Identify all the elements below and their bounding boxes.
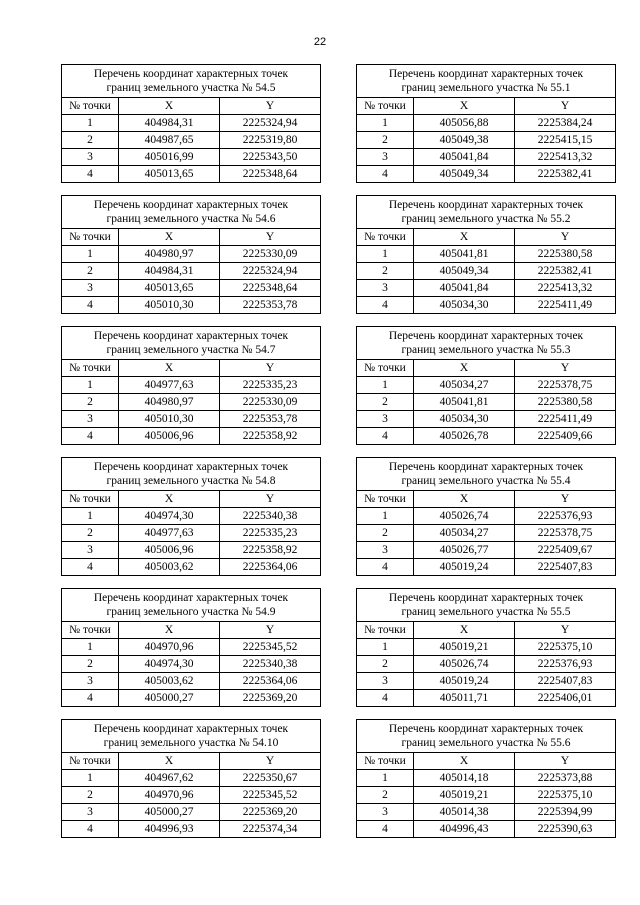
table-row: [357, 246, 616, 263]
header-x: X: [414, 98, 515, 115]
y-cell: 2225413,32: [515, 149, 616, 166]
header-x: X: [414, 491, 515, 508]
header-row: [62, 360, 321, 377]
y-cell: 2225384,24: [515, 115, 616, 132]
table-row: [62, 132, 321, 149]
y-cell: 2225340,38: [220, 656, 321, 673]
table-title-line1: Перечень координат характерных точек: [93, 199, 289, 211]
table-row: [62, 804, 321, 821]
table-title-line2: границ земельного участка № 55.2: [401, 213, 571, 225]
x-cell: 405049,34: [414, 166, 515, 183]
point-number-cell: 2: [357, 787, 414, 804]
table-title: [62, 589, 321, 622]
header-y: Y: [515, 622, 616, 639]
x-cell: 405006,96: [119, 542, 220, 559]
y-cell: 2225380,58: [515, 394, 616, 411]
table-row: [62, 428, 321, 445]
table-title-line2: границ земельного участка № 54.7: [106, 344, 276, 356]
header-x: X: [414, 753, 515, 770]
table-title-line2: границ земельного участка № 54.5: [106, 82, 276, 94]
y-cell: 2225350,67: [220, 770, 321, 787]
header-num: № точки: [62, 229, 119, 246]
coordinate-table: [61, 326, 321, 445]
x-cell: 405026,77: [414, 542, 515, 559]
table-title-line2: границ земельного участка № 54.8: [106, 475, 276, 487]
header-num: № точки: [62, 622, 119, 639]
table-title-line2: границ земельного участка № 54.10: [103, 737, 279, 749]
x-cell: 405000,27: [119, 804, 220, 821]
y-cell: 2225407,83: [515, 559, 616, 576]
y-cell: 2225348,64: [220, 280, 321, 297]
header-row: [62, 622, 321, 639]
y-cell: 2225364,06: [220, 559, 321, 576]
table-row: [357, 508, 616, 525]
point-number-cell: 2: [62, 394, 119, 411]
header-row: [62, 491, 321, 508]
point-number-cell: 4: [62, 690, 119, 707]
table-title-line1: Перечень координат характерных точек: [93, 592, 289, 604]
table-title-line1: Перечень координат характерных точек: [93, 723, 289, 735]
table-title: [62, 327, 321, 360]
y-cell: 2225340,38: [220, 508, 321, 525]
y-cell: 2225415,15: [515, 132, 616, 149]
x-cell: 405041,81: [414, 246, 515, 263]
x-cell: 405019,21: [414, 787, 515, 804]
y-cell: 2225353,78: [220, 411, 321, 428]
point-number-cell: 2: [62, 656, 119, 673]
x-cell: 405019,24: [414, 673, 515, 690]
y-cell: 2225319,80: [220, 132, 321, 149]
coordinate-table: [356, 457, 616, 576]
y-cell: 2225324,94: [220, 115, 321, 132]
point-number-cell: 4: [357, 559, 414, 576]
left-column: [61, 64, 320, 850]
x-cell: 404980,97: [119, 394, 220, 411]
x-cell: 405014,18: [414, 770, 515, 787]
header-row: [357, 229, 616, 246]
point-number-cell: 3: [62, 411, 119, 428]
point-number-cell: 4: [357, 166, 414, 183]
point-number-cell: 3: [357, 411, 414, 428]
point-number-cell: 4: [357, 428, 414, 445]
header-row: [357, 622, 616, 639]
table-row: [357, 263, 616, 280]
x-cell: 405013,65: [119, 280, 220, 297]
header-x: X: [119, 622, 220, 639]
point-number-cell: 4: [357, 821, 414, 838]
table-row: [357, 525, 616, 542]
point-number-cell: 3: [62, 804, 119, 821]
table-title-line1: Перечень координат характерных точек: [388, 592, 584, 604]
table-row: [357, 821, 616, 838]
coordinate-table: [61, 195, 321, 314]
header-y: Y: [515, 753, 616, 770]
point-number-cell: 1: [62, 246, 119, 263]
table-title-line2: границ земельного участка № 55.6: [401, 737, 571, 749]
table-row: [357, 690, 616, 707]
x-cell: 404996,43: [414, 821, 515, 838]
table-row: [62, 411, 321, 428]
header-y: Y: [220, 753, 321, 770]
table-title-line1: Перечень координат характерных точек: [388, 330, 584, 342]
point-number-cell: 1: [62, 508, 119, 525]
header-num: № точки: [357, 360, 414, 377]
right-column: [356, 64, 615, 850]
header-x: X: [119, 491, 220, 508]
y-cell: 2225330,09: [220, 394, 321, 411]
y-cell: 2225364,06: [220, 673, 321, 690]
x-cell: 404970,96: [119, 639, 220, 656]
y-cell: 2225358,92: [220, 542, 321, 559]
y-cell: 2225411,49: [515, 411, 616, 428]
x-cell: 404974,30: [119, 656, 220, 673]
x-cell: 404984,31: [119, 263, 220, 280]
point-number-cell: 4: [357, 690, 414, 707]
point-number-cell: 4: [357, 297, 414, 314]
x-cell: 404967,62: [119, 770, 220, 787]
point-number-cell: 3: [357, 280, 414, 297]
point-number-cell: 2: [357, 525, 414, 542]
x-cell: 405000,27: [119, 690, 220, 707]
table-row: [62, 525, 321, 542]
y-cell: 2225345,52: [220, 639, 321, 656]
point-number-cell: 2: [62, 787, 119, 804]
point-number-cell: 3: [357, 149, 414, 166]
table-row: [357, 673, 616, 690]
point-number-cell: 1: [357, 377, 414, 394]
coordinate-table: [356, 64, 616, 183]
y-cell: 2225378,75: [515, 525, 616, 542]
table-row: [62, 821, 321, 838]
header-x: X: [119, 360, 220, 377]
table-row: [62, 280, 321, 297]
table-title-line1: Перечень координат характерных точек: [388, 68, 584, 80]
header-row: [62, 229, 321, 246]
y-cell: 2225406,01: [515, 690, 616, 707]
x-cell: 405034,27: [414, 377, 515, 394]
table-title: [62, 458, 321, 491]
header-num: № точки: [62, 491, 119, 508]
table-row: [357, 377, 616, 394]
point-number-cell: 2: [357, 263, 414, 280]
x-cell: 405034,30: [414, 297, 515, 314]
header-x: X: [119, 753, 220, 770]
coordinate-table: [356, 195, 616, 314]
x-cell: 405041,81: [414, 394, 515, 411]
table-row: [62, 559, 321, 576]
table-title: [357, 196, 616, 229]
x-cell: 405003,62: [119, 559, 220, 576]
table-row: [62, 166, 321, 183]
table-title-line2: границ земельного участка № 55.1: [401, 82, 571, 94]
y-cell: 2225409,66: [515, 428, 616, 445]
y-cell: 2225382,41: [515, 263, 616, 280]
y-cell: 2225394,99: [515, 804, 616, 821]
header-row: [357, 753, 616, 770]
table-row: [357, 428, 616, 445]
table-row: [62, 690, 321, 707]
point-number-cell: 4: [62, 297, 119, 314]
x-cell: 405011,71: [414, 690, 515, 707]
x-cell: 405041,84: [414, 149, 515, 166]
table-row: [62, 542, 321, 559]
point-number-cell: 3: [62, 542, 119, 559]
point-number-cell: 1: [62, 377, 119, 394]
table-title: [357, 589, 616, 622]
point-number-cell: 2: [62, 263, 119, 280]
x-cell: 404974,30: [119, 508, 220, 525]
point-number-cell: 1: [357, 639, 414, 656]
point-number-cell: 1: [357, 508, 414, 525]
point-number-cell: 3: [357, 673, 414, 690]
table-row: [62, 115, 321, 132]
x-cell: 405041,84: [414, 280, 515, 297]
table-row: [357, 804, 616, 821]
table-row: [357, 297, 616, 314]
x-cell: 405010,30: [119, 411, 220, 428]
table-row: [62, 149, 321, 166]
header-x: X: [414, 229, 515, 246]
table-row: [357, 559, 616, 576]
x-cell: 405010,30: [119, 297, 220, 314]
coordinate-table: [61, 457, 321, 576]
point-number-cell: 1: [62, 639, 119, 656]
x-cell: 404977,63: [119, 525, 220, 542]
header-x: X: [414, 360, 515, 377]
y-cell: 2225343,50: [220, 149, 321, 166]
table-row: [357, 166, 616, 183]
header-row: [62, 753, 321, 770]
x-cell: 405049,38: [414, 132, 515, 149]
y-cell: 2225380,58: [515, 246, 616, 263]
table-row: [62, 639, 321, 656]
y-cell: 2225330,09: [220, 246, 321, 263]
y-cell: 2225376,93: [515, 508, 616, 525]
x-cell: 405013,65: [119, 166, 220, 183]
table-title-line1: Перечень координат характерных точек: [388, 461, 584, 473]
header-row: [62, 98, 321, 115]
y-cell: 2225348,64: [220, 166, 321, 183]
header-num: № точки: [62, 753, 119, 770]
y-cell: 2225345,52: [220, 787, 321, 804]
page-number: 22: [313, 36, 327, 48]
table-title-line2: границ земельного участка № 55.4: [401, 475, 571, 487]
table-title: [62, 196, 321, 229]
point-number-cell: 2: [357, 394, 414, 411]
y-cell: 2225411,49: [515, 297, 616, 314]
header-num: № точки: [357, 491, 414, 508]
header-num: № точки: [357, 229, 414, 246]
x-cell: 404970,96: [119, 787, 220, 804]
table-row: [62, 246, 321, 263]
point-number-cell: 2: [62, 132, 119, 149]
header-y: Y: [220, 98, 321, 115]
table-row: [62, 787, 321, 804]
y-cell: 2225335,23: [220, 377, 321, 394]
x-cell: 405034,30: [414, 411, 515, 428]
table-title-line1: Перечень координат характерных точек: [388, 723, 584, 735]
table-title-line2: границ земельного участка № 55.3: [401, 344, 571, 356]
point-number-cell: 1: [357, 246, 414, 263]
table-row: [357, 411, 616, 428]
header-y: Y: [515, 98, 616, 115]
table-row: [357, 656, 616, 673]
y-cell: 2225375,10: [515, 639, 616, 656]
table-title: [357, 720, 616, 753]
point-number-cell: 2: [357, 132, 414, 149]
x-cell: 405026,74: [414, 656, 515, 673]
point-number-cell: 1: [357, 115, 414, 132]
table-row: [62, 263, 321, 280]
table-title-line2: границ земельного участка № 54.6: [106, 213, 276, 225]
table-title: [357, 327, 616, 360]
header-num: № точки: [62, 360, 119, 377]
y-cell: 2225353,78: [220, 297, 321, 314]
coordinate-table: [61, 64, 321, 183]
point-number-cell: 4: [62, 559, 119, 576]
y-cell: 2225413,32: [515, 280, 616, 297]
table-row: [62, 377, 321, 394]
table-row: [357, 787, 616, 804]
table-title-line1: Перечень координат характерных точек: [93, 330, 289, 342]
header-x: X: [414, 622, 515, 639]
table-row: [357, 542, 616, 559]
point-number-cell: 1: [62, 770, 119, 787]
y-cell: 2225335,23: [220, 525, 321, 542]
header-num: № точки: [357, 622, 414, 639]
header-row: [357, 491, 616, 508]
y-cell: 2225375,10: [515, 787, 616, 804]
table-row: [357, 394, 616, 411]
point-number-cell: 4: [62, 166, 119, 183]
point-number-cell: 3: [62, 149, 119, 166]
coordinate-table: [61, 719, 321, 838]
y-cell: 2225373,88: [515, 770, 616, 787]
y-cell: 2225409,67: [515, 542, 616, 559]
y-cell: 2225376,93: [515, 656, 616, 673]
table-title-line1: Перечень координат характерных точек: [93, 461, 289, 473]
header-y: Y: [515, 360, 616, 377]
table-row: [62, 394, 321, 411]
point-number-cell: 2: [62, 525, 119, 542]
y-cell: 2225369,20: [220, 804, 321, 821]
header-num: № точки: [62, 98, 119, 115]
point-number-cell: 4: [62, 821, 119, 838]
x-cell: 404977,63: [119, 377, 220, 394]
x-cell: 405026,78: [414, 428, 515, 445]
header-y: Y: [220, 360, 321, 377]
x-cell: 405003,62: [119, 673, 220, 690]
point-number-cell: 1: [357, 770, 414, 787]
point-number-cell: 3: [62, 673, 119, 690]
y-cell: 2225374,34: [220, 821, 321, 838]
x-cell: 405014,38: [414, 804, 515, 821]
header-row: [357, 98, 616, 115]
x-cell: 404980,97: [119, 246, 220, 263]
y-cell: 2225407,83: [515, 673, 616, 690]
point-number-cell: 1: [62, 115, 119, 132]
y-cell: 2225324,94: [220, 263, 321, 280]
x-cell: 404984,31: [119, 115, 220, 132]
table-title: [357, 458, 616, 491]
y-cell: 2225378,75: [515, 377, 616, 394]
point-number-cell: 4: [62, 428, 119, 445]
header-y: Y: [515, 229, 616, 246]
coordinate-table: [356, 719, 616, 838]
table-title: [62, 65, 321, 98]
table-title: [62, 720, 321, 753]
y-cell: 2225382,41: [515, 166, 616, 183]
header-y: Y: [220, 229, 321, 246]
x-cell: 405026,74: [414, 508, 515, 525]
coordinate-table: [356, 588, 616, 707]
table-row: [357, 639, 616, 656]
x-cell: 405034,27: [414, 525, 515, 542]
header-y: Y: [220, 622, 321, 639]
y-cell: 2225358,92: [220, 428, 321, 445]
table-row: [62, 673, 321, 690]
table-title-line1: Перечень координат характерных точек: [388, 199, 584, 211]
x-cell: 404996,93: [119, 821, 220, 838]
coordinate-table: [61, 588, 321, 707]
table-row: [357, 115, 616, 132]
table-row: [62, 508, 321, 525]
table-title-line2: границ земельного участка № 54.9: [106, 606, 276, 618]
table-title-line2: границ земельного участка № 55.5: [401, 606, 571, 618]
table-title-line1: Перечень координат характерных точек: [93, 68, 289, 80]
table-row: [357, 770, 616, 787]
table-row: [62, 770, 321, 787]
y-cell: 2225369,20: [220, 690, 321, 707]
header-y: Y: [220, 491, 321, 508]
coordinate-table: [356, 326, 616, 445]
table-row: [357, 149, 616, 166]
x-cell: 405006,96: [119, 428, 220, 445]
point-number-cell: 2: [357, 656, 414, 673]
table-row: [357, 132, 616, 149]
table-title: [357, 65, 616, 98]
x-cell: 405019,21: [414, 639, 515, 656]
x-cell: 404987,65: [119, 132, 220, 149]
x-cell: 405016,99: [119, 149, 220, 166]
x-cell: 405049,34: [414, 263, 515, 280]
header-num: № точки: [357, 753, 414, 770]
x-cell: 405019,24: [414, 559, 515, 576]
header-x: X: [119, 98, 220, 115]
table-row: [62, 297, 321, 314]
table-row: [357, 280, 616, 297]
table-row: [62, 656, 321, 673]
x-cell: 405056,88: [414, 115, 515, 132]
header-num: № точки: [357, 98, 414, 115]
point-number-cell: 3: [357, 804, 414, 821]
header-y: Y: [515, 491, 616, 508]
point-number-cell: 3: [62, 280, 119, 297]
header-x: X: [119, 229, 220, 246]
point-number-cell: 3: [357, 542, 414, 559]
y-cell: 2225390,63: [515, 821, 616, 838]
header-row: [357, 360, 616, 377]
